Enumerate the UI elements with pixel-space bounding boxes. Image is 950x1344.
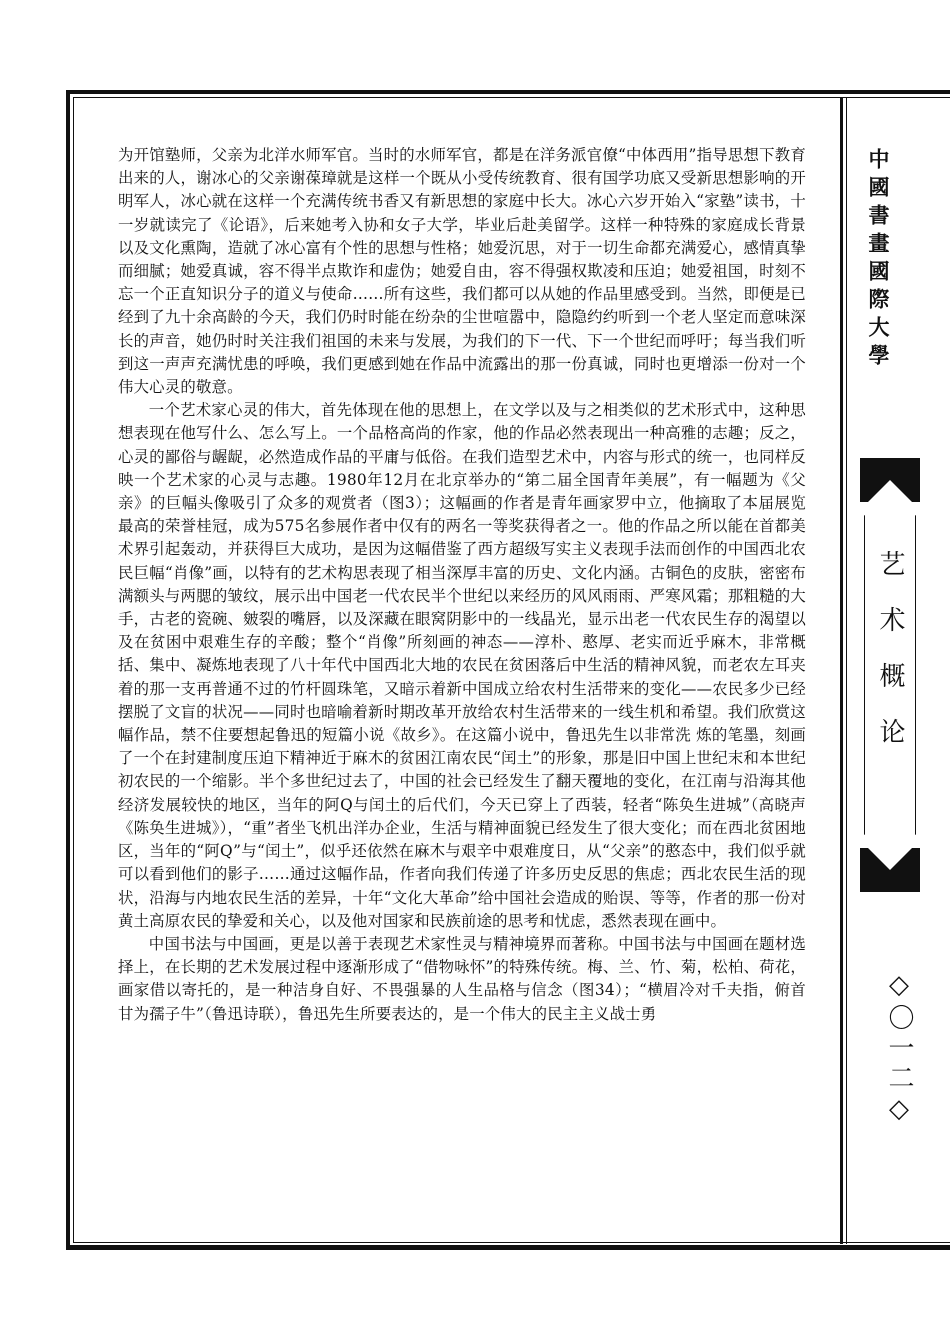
- book-title: 艺术概论: [875, 550, 905, 774]
- book-title-plaque: [860, 458, 920, 892]
- paragraph-2: 一个艺术家心灵的伟大，首先体现在他的思想上，在文学以及与之相类似的艺术形式中，这种思想表现在他写什么、怎么写上。一个品格高尚的作家，他的作品必然表现出一种高雅的志趣；反之，心灵的鄙俗与龌龊，必然造成作品的平庸与低俗。在我们造型艺术中，内容与形式的统一，也同样反映一个艺术家的心灵与志趣。1980年12月在北京举办的“第二届全国青年美展”，有一幅题为《父亲》的巨幅头像吸引了众多的观赏者（图3）；这幅画的作者是青年画家罗中立，他摘取了本届展览最高的荣誉桂冠，成为575名参展作者中仅有的两名一等奖获得者之一。他的作品之所以能在首都美术界引起轰动，并获得巨大成功，是因为这幅借鉴了西方超级写实主义表现手法而创作的中国西北农民巨幅“肖像”画，以特有的艺术构思表现了相当深厚丰富的历史、文化内涵。古铜色的皮肤，密密布满额头与两腮的皱纹，展示出中国老一代农民半个世纪以来经历的风风雨雨、严寒风霜；那粗糙的大手，古老的瓷碗、皴裂的嘴唇，以及深藏在眼窝阴影中的一线晶光，显示出老一代农民生存的渴望以及在贫困中艰难生存的辛酸；整个“肖像”所刻画的神态——淳朴、憨厚、老实而近乎麻木，非常概括、集中、凝炼地表现了八十年代中国西北大地的农民在贫困落后中生活的精神风貌，而老农左耳夹着的那一支再普通不过的竹杆圆珠笔，又暗示着新中国成立给农村生活带来的变化——农民多少已经摆脱了文盲的状况——同时也暗喻着新时期改革开放给农村生活带来的一线生机和希望。我们欣赏这幅作品，禁不住要想起鲁迅的短篇小说《故乡》。在这篇小说中，鲁迅先生以非常洗 炼的笔墨，刻画了一个在封建制度压迫下精神近于麻木的贫困江南农民“闰土”的形象，那是旧中国上世纪末和本世纪初农民的一个缩影。半个多世纪过去了，中国的社会已经发生了翻天覆地的变化，在江南与沿海其他经济发展较快的地区，当年的阿Q与闰土的后代们，今天已穿上了西装，轻者“陈奂生进城”（高晓声《陈奂生进城》），“重”者坐飞机出洋办企业，生活与精神面貌已经发生了很大变化；而在西北贫困地区，当年的“阿Q”与“闰土”，似乎还依然在麻木与艰辛中艰难度日，从“父亲”的憨态中，我们似乎就可以看到他们的影子……通过这幅作品，作者向我们传递了许多历史反思的焦虑；西北农民生活的现状，沿海与内地农民生活的差异，十年“文化大革命”给中国社会造成的贻误、等等，作者的那一份对黄土高原农民的挚爱和关心，以及他对国家和民族前途的思考和忧虑，悉然表现在画中。: [118, 401, 806, 930]
- sidebar-divider-thin: [846, 97, 847, 1244]
- paragraph-1: 为开馆塾师，父亲为北洋水师军官。当时的水师军官，都是在洋务派官僚“中体西用”指导思想下教育出来的人，谢冰心的父亲谢葆璋就是这样一个既从小受传统教育、很有国学功底又受新思想影响的开明军人，冰心就在这样一个充满传统书香又有新思想的家庭中长大。冰心六岁开始入“家塾”读书，十一岁就读完了《论语》，后来她考入协和女子大学，毕业后赴美留学。这样一种特殊的家庭成长背景以及文化熏陶，造就了冰心富有个性的思想与性格；她爱沉思，对于一切生命都充满爱心，感情真挚而细腻；她爱真诚，容不得半点欺诈和虚伪；她爱自由，容不得强权欺凌和压迫；她爱祖国，时刻不忘一个正直知识分子的道义与使命……所有这些，我们都可以从她的作品里感受到。当然，即便是已经到了九十余高龄的今天，我们仍时时能在纷杂的尘世喧嚣中，隐隐约约听到一个老人坚定而意味深长的声音，她仍时时关注我们祖国的未来与发展，为我们的下一代、下一个世纪而呼吁；每当我们听到这一声声充满忧患的呼唤，我们更感到她在作品中流露出的那一份真诚，同时也更增添一份对一个伟大心灵的敬意。: [118, 146, 806, 397]
- body-text: [118, 144, 806, 1026]
- school-name: 中國書畫國際大學: [866, 148, 891, 372]
- sidebar-divider: [840, 97, 843, 1244]
- paragraph-3: 中国书法与中国画，更是以善于表现艺术家性灵与精神境界而著称。中国书法与中国画在题材选择上，在长期的艺术发展过程中逐渐形成了“借物咏怀”的特殊传统。梅、兰、竹、菊，松柏、荷花，画家借以寄托的，是一种洁身自好、不畏强暴的人生品格与信念（图34）；“横眉冷对千夫指，俯首甘为孺子牛”（鲁迅诗联），鲁迅先生所要表达的，是一个伟大的民主主义战士勇: [118, 934, 806, 1023]
- page-number: ◇〇一二◇: [884, 970, 914, 1128]
